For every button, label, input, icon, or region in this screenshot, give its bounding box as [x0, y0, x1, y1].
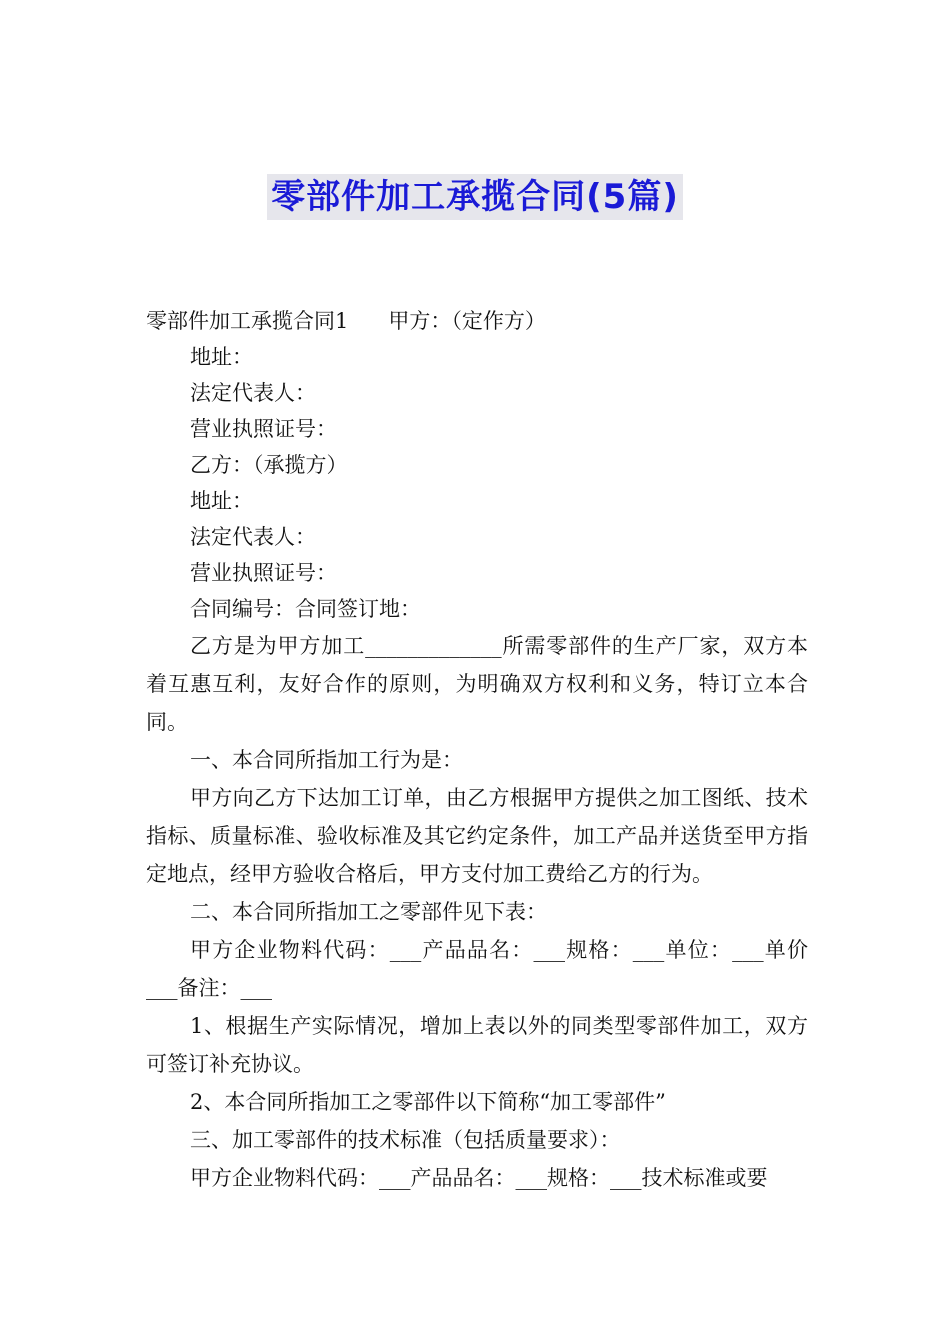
paragraph-intro: 乙方是为甲方加工_____________所需零部件的生产厂家，双方本着互惠互利，友好合作的原则，为明确双方权利和义务，特订立本合同。 — [146, 634, 808, 734]
section-2-heading: 二、本合同所指加工之零部件见下表： — [190, 900, 547, 924]
contract-name: 零部件加工承揽合同1 — [146, 309, 349, 333]
section-1-text: 甲方向乙方下达加工订单，由乙方根据甲方提供之加工图纸、技术指标、质量标准、验收标准及其它约定条件，加工产品并送货至甲方指定地点，经甲方验收合格后，甲方支付加工费给乙方的行为。 — [146, 786, 808, 886]
party-a-representative: 法定代表人： — [190, 381, 316, 405]
heading-line — [146, 303, 808, 339]
section-1-heading: 一、本合同所指加工行为是： — [190, 748, 463, 772]
party-b-address: 地址： — [190, 489, 253, 513]
section-2-table-fields: 甲方企业物料代码：___产品品名：___规格：___单位：___单价___备注：___ — [146, 938, 808, 1000]
party-b-label: 乙方：（承揽方） — [190, 453, 348, 477]
document-title: 零部件加工承揽合同(5篇) — [267, 174, 683, 220]
party-a-license: 营业执照证号： — [190, 417, 337, 441]
section-2-item-2: 2、本合同所指加工之零部件以下简称“加工零部件” — [190, 1090, 666, 1114]
section-2-item-1: 1、根据生产实际情况，增加上表以外的同类型零部件加工，双方可签订补充协议。 — [146, 1014, 808, 1076]
party-b-license: 营业执照证号： — [190, 561, 337, 585]
party-a-label: 甲方：（定作方） — [388, 309, 546, 333]
contract-number-place: 合同编号：合同签订地： — [190, 597, 421, 621]
document-body — [146, 303, 808, 1197]
title-wrap — [0, 174, 950, 220]
section-3-heading: 三、加工零部件的技术标准（包括质量要求）： — [190, 1128, 621, 1152]
party-a-address: 地址： — [190, 345, 253, 369]
section-3-fields: 甲方企业物料代码：___产品品名：___规格：___技术标准或要 — [190, 1166, 768, 1190]
party-b-representative: 法定代表人： — [190, 525, 316, 549]
